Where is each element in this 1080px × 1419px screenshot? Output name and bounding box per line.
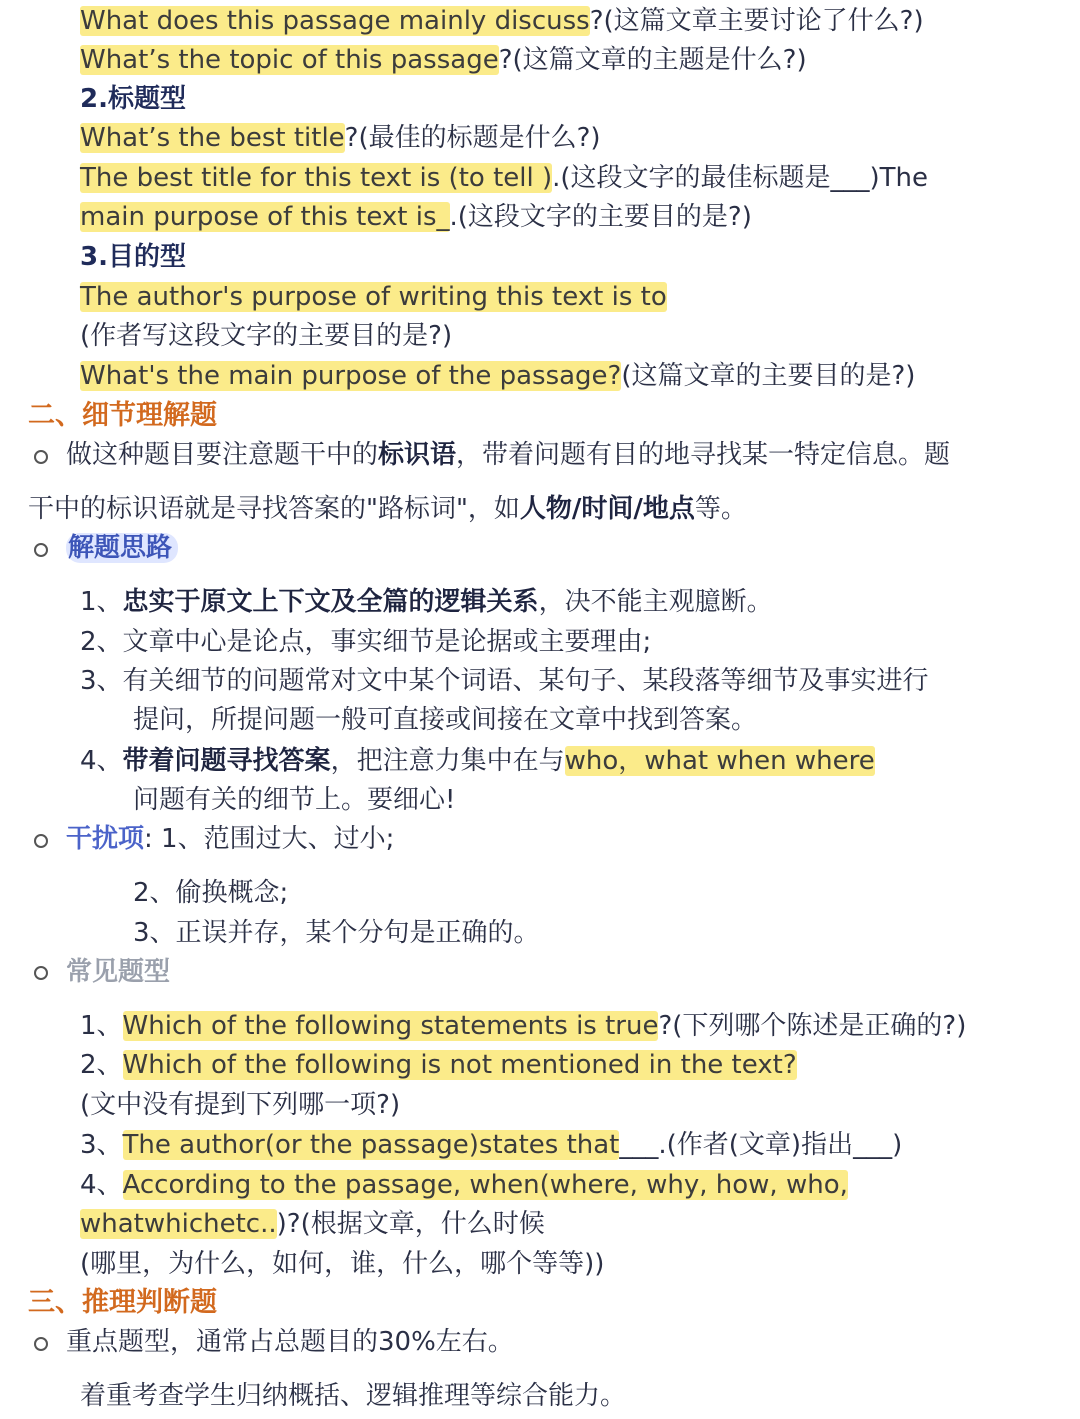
bullet-circle-icon xyxy=(34,834,48,848)
question-pattern-line: What's the main purpose of the passage?(这篇文章的主要目的是?) xyxy=(80,361,916,391)
bullet-circle-icon xyxy=(34,450,48,464)
approach-point: 2、文章中心是论点，事实细节是论据或主要理由; xyxy=(80,627,652,657)
common-question: 3、The author(or the passage)states that___.(作者(文章)指出___) xyxy=(80,1130,903,1160)
common-question-translation: (哪里，为什么，如何，谁，什么，哪个等等)) xyxy=(80,1249,605,1279)
common-question: 2、Which of the following is not mentioned in the text? xyxy=(80,1050,797,1080)
distractor-item: 2、偷换概念; xyxy=(133,878,289,908)
question-pattern-line: What does this passage mainly discuss?(这篇文章主要讨论了什么?) xyxy=(80,6,924,36)
approach-point-cont: 提问，所提问题一般可直接或间接在文章中找到答案。 xyxy=(133,705,758,735)
subheading-purpose-type: 3.目的型 xyxy=(80,242,186,272)
question-pattern-line: main purpose of this text is_.(这段文字的主要目的是?) xyxy=(80,202,752,232)
question-pattern-line: What’s the best title?(最佳的标题是什么?) xyxy=(80,123,601,153)
approach-point-cont: 问题有关的细节上。要细心! xyxy=(133,785,456,815)
approach-point: 4、带着问题寻找答案，把注意力集中在与who，what when where xyxy=(80,746,875,776)
common-question-translation: (文中没有提到下列哪一项?) xyxy=(80,1090,401,1120)
question-pattern-line: The author's purpose of writing this text is to xyxy=(80,282,667,312)
common-question: 4、According to the passage, when(where, why, how, who, xyxy=(80,1170,848,1200)
common-question: 1、Which of the following statements is true?(下列哪个陈述是正确的?) xyxy=(80,1011,967,1041)
inference-point: 重点题型，通常占总题目的30%左右。 xyxy=(66,1327,514,1357)
common-question-cont: whatwhichetc..)?(根据文章，什么时候 xyxy=(80,1209,545,1239)
approach-point: 3、有关细节的问题常对文中某个词语、某句子、某段落等细节及事实进行 xyxy=(80,666,929,696)
approach-point: 1、忠实于原文上下文及全篇的逻辑关系，决不能主观臆断。 xyxy=(80,587,773,617)
bullet-circle-icon xyxy=(34,1337,48,1351)
inference-point-cont: 着重考查学生归纳概括、逻辑推理等综合能力。 xyxy=(80,1381,627,1411)
question-pattern-line: What’s the topic of this passage?(这篇文章的主题是什么?) xyxy=(80,45,807,75)
approach-label: 解题思路 xyxy=(66,531,178,565)
distractor-item: 3、正误并存，某个分句是正确的。 xyxy=(133,918,540,948)
bullet-circle-icon xyxy=(34,543,48,557)
bullet-circle-icon xyxy=(34,966,48,980)
distractor-line: 干扰项: 1、范围过大、过小; xyxy=(66,824,395,854)
translation-line: (作者写这段文字的主要目的是?) xyxy=(80,321,453,351)
common-types-label: 常见题型 xyxy=(66,957,171,987)
intro-line: 干中的标识语就是寻找答案的"路标词"，如人物/时间/地点等。 xyxy=(28,494,747,524)
section-heading-inference: 三、推理判断题 xyxy=(28,1287,217,1318)
intro-line: 做这种题目要注意题干中的标识语，带着问题有目的地寻找某一特定信息。题 xyxy=(66,440,951,470)
section-heading-detail: 二、细节理解题 xyxy=(28,400,217,431)
subheading-title-type: 2.标题型 xyxy=(80,84,186,114)
question-pattern-line: The best title for this text is (to tell ).(这段文字的最佳标题是___)The xyxy=(80,163,929,193)
